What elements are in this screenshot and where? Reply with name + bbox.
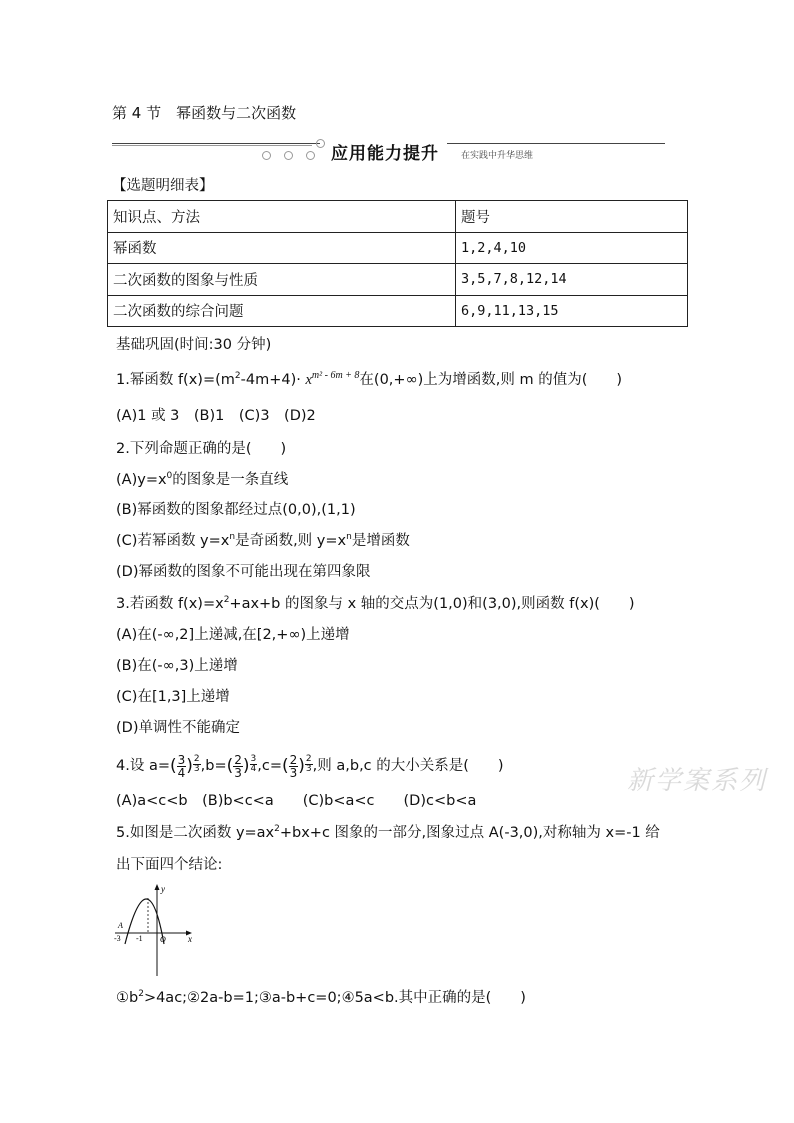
table-row	[108, 264, 688, 296]
q1-superscript: 2	[234, 371, 241, 381]
q2c-superscript: n	[229, 532, 236, 542]
q4-suffix: ,则 a,b,c 的大小关系是( )	[312, 758, 504, 774]
q2c-text-mid: 是奇函数,则 y=x	[235, 533, 347, 549]
question-2-stem: 2.下列命题正确的是( )	[116, 441, 287, 457]
q5-conclusion-superscript: 2	[138, 989, 144, 999]
question-3-option-c: (C)在[1,3]上递增	[116, 689, 230, 705]
q2c-text: (C)若幂函数 y=x	[116, 533, 230, 549]
banner-subtitle: 在实践中升华思维	[461, 151, 534, 161]
banner-rule-left-shadow	[112, 145, 312, 146]
table-header-cell: 题号	[456, 201, 688, 233]
q5-conclusion-text: ①b	[116, 990, 139, 1006]
table-row	[108, 232, 688, 264]
table-cell: 1,2,4,10	[456, 232, 688, 264]
tick-label-neg1: -1	[136, 934, 143, 943]
q4-c-label: ,c=	[257, 758, 282, 774]
question-3-option-b: (B)在(-∞,3)上递增	[116, 658, 238, 674]
q4-a-base: $\frac{3}{4}$	[177, 752, 186, 780]
banner-knob-icon	[316, 139, 325, 148]
q4-a-exponent: 2 3	[193, 753, 200, 774]
q4-b-base: $\frac{2}{3}$	[234, 752, 242, 780]
origin-label: O	[160, 935, 166, 944]
q3-text: 3.若函数 f(x)=x	[116, 596, 224, 612]
q2c-superscript-2: n	[346, 532, 352, 542]
table-cell: 二次函数的图象与性质	[108, 264, 456, 296]
question-5-stem-line2: 出下面四个结论:	[116, 857, 223, 873]
banner-title: 应用能力提升	[331, 144, 439, 164]
watermark: 新学案系列	[627, 766, 768, 796]
table-cell: 二次函数的综合问题	[108, 295, 456, 327]
question-4-options: (A)a<c<b (B)b<c<a (C)b<a<c (D)c<b<a	[116, 793, 477, 809]
parabola-figure	[112, 882, 198, 978]
q5-conclusion-text-end: >4ac;②2a-b=1;③a-b+c=0;④5a<b.其中正确的是( )	[143, 990, 526, 1006]
q5-text-end: +bx+c 图象的一部分,图象过点 A(-3,0),对称轴为 x=-1 给	[279, 825, 660, 841]
banner-dot-icon	[262, 151, 271, 160]
q3-text-end: +ax+b 的图象与 x 轴的交点为(1,0)和(3,0),则函数 f(x)( )	[229, 596, 635, 612]
q3-superscript: 2	[223, 595, 230, 605]
question-2-option-c	[116, 531, 410, 551]
y-label: y	[161, 884, 165, 894]
q4-c-exponent: 2 3	[305, 753, 312, 774]
banner-rule-right	[447, 143, 665, 144]
q4-prefix: 4.设 a=	[116, 758, 170, 774]
q5-superscript: 2	[274, 824, 280, 834]
question-3-option-a: (A)在(-∞,2]上递减,在[2,+∞)上递增	[116, 627, 350, 643]
question-2-option-a	[116, 470, 288, 490]
section-number: 第 4 节	[112, 104, 162, 122]
table-caption: 【选题明细表】	[112, 178, 214, 194]
q4-b-label: ,b=	[200, 758, 227, 774]
banner-dot-icon	[284, 151, 293, 160]
q2a-superscript: 0	[166, 471, 173, 481]
q1-variable: x	[305, 372, 312, 388]
question-2-option-d: (D)幂函数的图象不可能出现在第四象限	[116, 564, 371, 580]
banner-rule-left	[112, 143, 320, 144]
table-cell: 幂函数	[108, 232, 456, 264]
tick-label-neg3: -3	[114, 934, 121, 943]
q2c-text-end: 是增函数	[351, 533, 410, 549]
question-5-stem-line1	[116, 823, 660, 843]
parabola-curve	[125, 899, 164, 944]
q4-c-base: $\frac{2}{3}$	[289, 752, 298, 780]
table-cell: 3,5,7,8,12,14	[456, 264, 688, 296]
table-header-cell: 知识点、方法	[108, 201, 456, 233]
section-header	[112, 103, 296, 123]
question-4-stem: 4.设 a=( $\frac{3}{4}$ ) $^{\frac{2}{3}}$ ,b=( $\frac{2}{3}$ ) $^{\frac{3}{4}}$ ,c=( $\frac{2}{3}$ ) $^{\frac{2}{3}}$ ,则 a,b,c 的大小关系是( )	[116, 752, 504, 780]
table-cell: 6,9,11,13,15	[456, 295, 688, 327]
section-title: 幂函数与二次函数	[176, 104, 297, 122]
q2a-text: (A)y=x	[116, 472, 167, 488]
practice-section-title: 基础巩固(时间:30 分钟)	[116, 337, 272, 353]
table-header-row	[108, 201, 688, 233]
q4-b-exponent: 3 4	[250, 753, 257, 774]
x-label: x	[188, 934, 192, 944]
question-1-stem	[116, 370, 622, 390]
point-a-label: A	[118, 921, 123, 930]
question-3-option-d: (D)单调性不能确定	[116, 720, 240, 736]
y-axis-arrow-icon	[155, 884, 160, 890]
question-3-stem	[116, 594, 635, 614]
q5-text: 5.如图是二次函数 y=ax	[116, 825, 275, 841]
question-5-conclusions	[116, 988, 526, 1008]
q2a-text-end: 的图象是一条直线	[172, 472, 289, 488]
table-row	[108, 295, 688, 327]
q1-suffix: 在(0,+∞)上为增函数,则 m 的值为( )	[359, 372, 623, 388]
q1-mid: -4m+4)·	[240, 372, 301, 388]
q1-prefix: 1.幂函数 f(x)=(m	[116, 372, 235, 388]
topic-table	[107, 200, 688, 327]
banner-dot-icon	[306, 151, 315, 160]
question-2-option-b: (B)幂函数的图象都经过点(0,0),(1,1)	[116, 502, 356, 518]
q1-exponent: m² - 6m + 8	[311, 370, 360, 381]
question-1-options: (A)1 或 3 (B)1 (C)3 (D)2	[116, 408, 316, 424]
